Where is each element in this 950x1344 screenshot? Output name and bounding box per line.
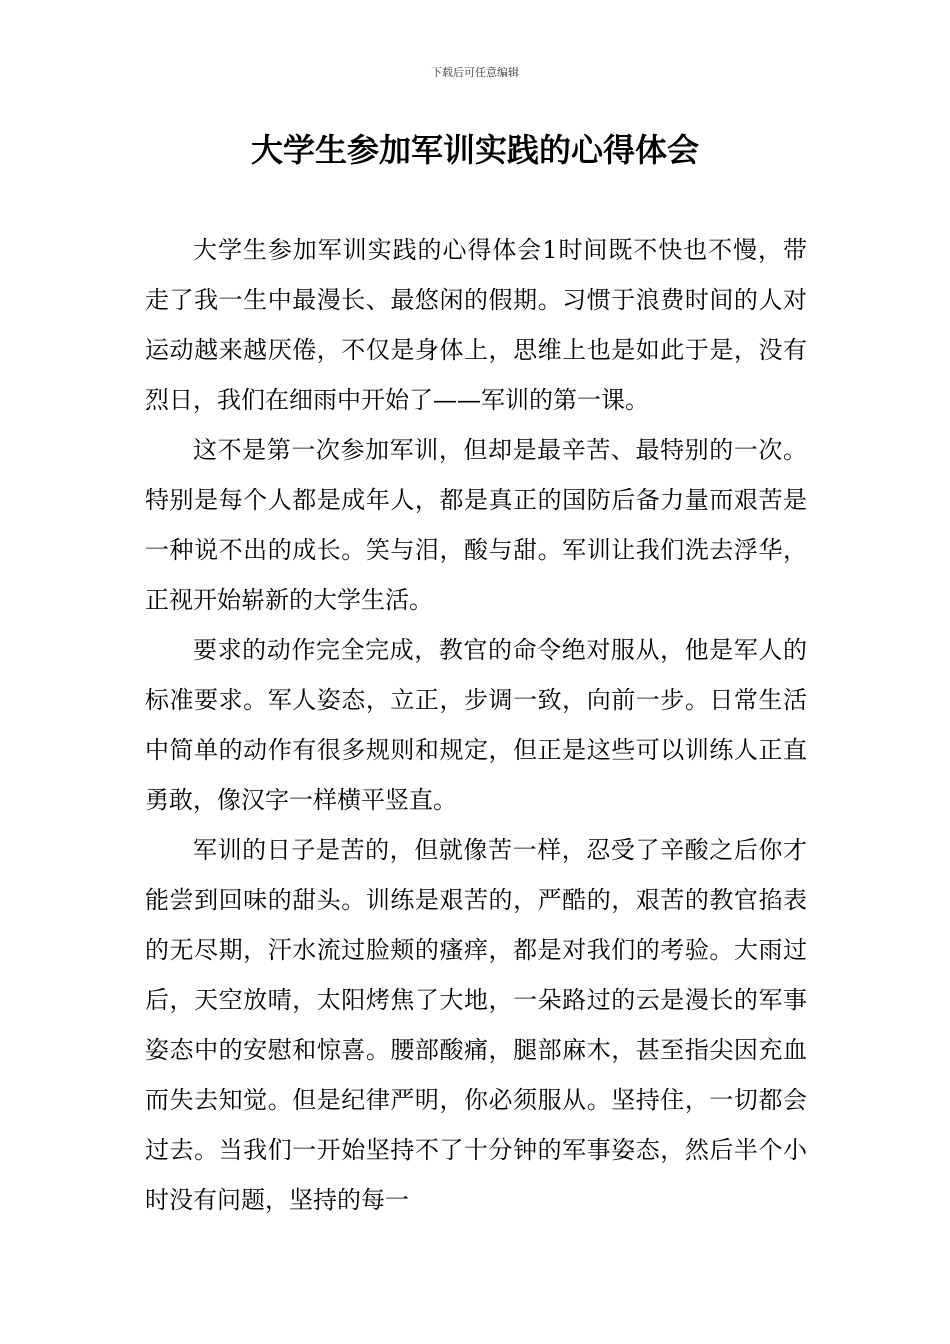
paragraph-3: 要求的动作完全完成，教官的命令绝对服从，他是军人的标准要求。军人姿态，立正，步调一致，向前一步。日常生活中简单的动作有很多规则和规定，但正是这些可以训练人正直勇敢，像汉字一样横平竖直。 [145,636,807,814]
paragraph-1: 大学生参加军训实践的心得体会1时间既不快也不慢，带走了我一生中最漫长、最悠闲的假期。习惯于浪费时间的人对运动越来越厌倦，不仅是身体上，思维上也是如此于是，没有烈日，我们在细雨中开始了——军训的第一课。 [145,236,807,414]
paragraph-2: 这不是第一次参加军训，但却是最辛苦、最特别的一次。特别是每个人都是成年人，都是真正的国防后备力量而艰苦是一种说不出的成长。笑与泪，酸与甜。军训让我们洗去浮华，正视开始崭新的大学生活。 [145,436,807,614]
document-body [145,225,807,1225]
document-title: 大学生参加军训实践的心得体会 [250,131,699,169]
header-note: 下载后可任意编辑 [431,66,519,79]
paragraph-4: 军训的日子是苦的，但就像苦一样，忍受了辛酸之后你才能尝到回味的甜头。训练是艰苦的，严酷的，艰苦的教官掐表的无尽期，汗水流过脸颊的瘙痒，都是对我们的考验。大雨过后，天空放晴，太阳烤焦了大地，一朵路过的云是漫长的军事姿态中的安慰和惊喜。腰部酸痛，腿部麻木，甚至指尖因充血而失去知觉。但是纪律严明，你必须服从。坚持住，一切都会过去。当我们一开始坚持不了十分钟的军事姿态，然后半个小时没有问题，坚持的每一 [145,836,807,1214]
